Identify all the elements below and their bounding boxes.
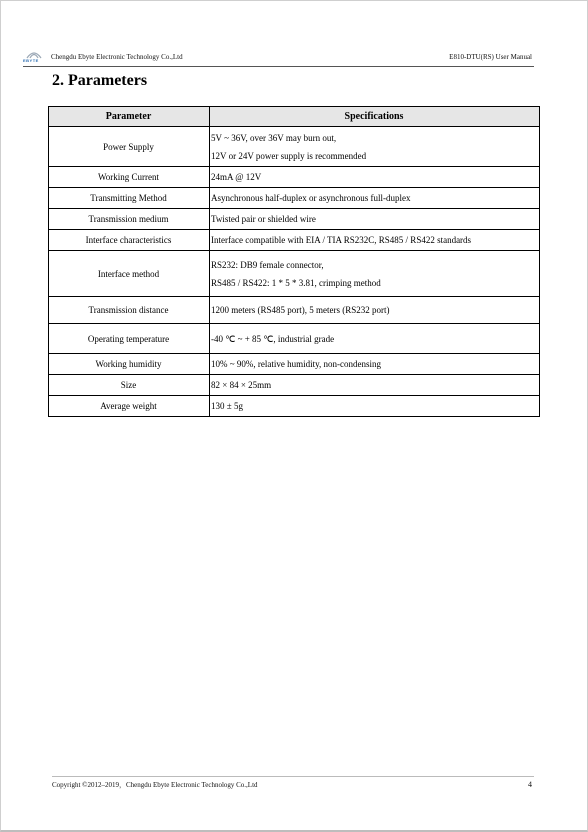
spec-line: Asynchronous half-duplex or asynchronous full-duplex (211, 193, 411, 203)
spec-cell (210, 127, 540, 167)
spec-cell (210, 396, 540, 417)
spec-line: 24mA @ 12V (211, 172, 262, 182)
company-name: Chengdu Ebyte Electronic Technology Co.,Ltd (51, 53, 183, 61)
table-row (49, 354, 540, 375)
spec-cell (210, 251, 540, 297)
copyright-text: Copyright ©2012–2019，Chengdu Ebyte Electronic Technology Co.,Ltd (52, 781, 258, 789)
table-row (49, 209, 540, 230)
header-parameter: Parameter (49, 107, 210, 127)
ebyte-logo (23, 50, 45, 66)
spec-line: Twisted pair or shielded wire (211, 214, 316, 224)
spec-line: RS485 / RS422: 1 * 5 * 3.81, crimping method (211, 277, 381, 288)
spec-line: 1200 meters (RS485 port), 5 meters (RS232 port) (211, 305, 390, 315)
spec-cell (210, 375, 540, 396)
table-row (49, 127, 540, 167)
page-header (23, 52, 534, 67)
table-header-row (49, 107, 540, 127)
parameter-cell: Transmission medium (49, 209, 210, 230)
spec-line: -40 ℃ ~ + 85 ℃, industrial grade (211, 333, 335, 344)
spec-cell (210, 354, 540, 375)
parameter-cell: Interface method (49, 251, 210, 297)
table-row (49, 230, 540, 251)
spec-line: 82 × 84 × 25mm (211, 380, 272, 390)
spec-line: 130 ± 5g (211, 401, 243, 411)
spec-line: Interface compatible with EIA / TIA RS232C, RS485 / RS422 standards (211, 235, 472, 245)
manual-title: E810-DTU(RS) User Manual (449, 53, 532, 61)
parameter-cell: Operating temperature (49, 324, 210, 354)
footer-divider (52, 776, 534, 777)
page-number: 4 (528, 780, 532, 789)
parameter-cell: Working Current (49, 167, 210, 188)
spec-line: 10% ~ 90%, relative humidity, non-condensing (211, 359, 382, 369)
table-row (49, 188, 540, 209)
table-row (49, 324, 540, 354)
parameter-cell: Size (49, 375, 210, 396)
table-row (49, 251, 540, 297)
section-title: 2. Parameters (52, 72, 148, 89)
table-row (49, 167, 540, 188)
spec-line: 5V ~ 36V, over 36V may burn out, (211, 132, 337, 143)
table-row (49, 375, 540, 396)
parameter-cell: Interface characteristics (49, 230, 210, 251)
parameter-cell: Power Supply (49, 127, 210, 167)
spec-cell (210, 167, 540, 188)
spec-cell (210, 324, 540, 354)
spec-line: RS232: DB9 female connector, (211, 259, 324, 270)
spec-cell (210, 297, 540, 324)
parameter-cell: Transmitting Method (49, 188, 210, 209)
spec-line: 12V or 24V power supply is recommended (211, 150, 367, 161)
spec-cell (210, 230, 540, 251)
spec-cell (210, 188, 540, 209)
parameter-cell: Transmission distance (49, 297, 210, 324)
table-row (49, 396, 540, 417)
parameter-cell: Working humidity (49, 354, 210, 375)
spec-cell (210, 209, 540, 230)
parameters-table (48, 106, 540, 417)
logo-text: EBYTE (23, 58, 39, 63)
parameter-cell: Average weight (49, 396, 210, 417)
table-row (49, 297, 540, 324)
header-specifications: Specifications (210, 107, 540, 127)
